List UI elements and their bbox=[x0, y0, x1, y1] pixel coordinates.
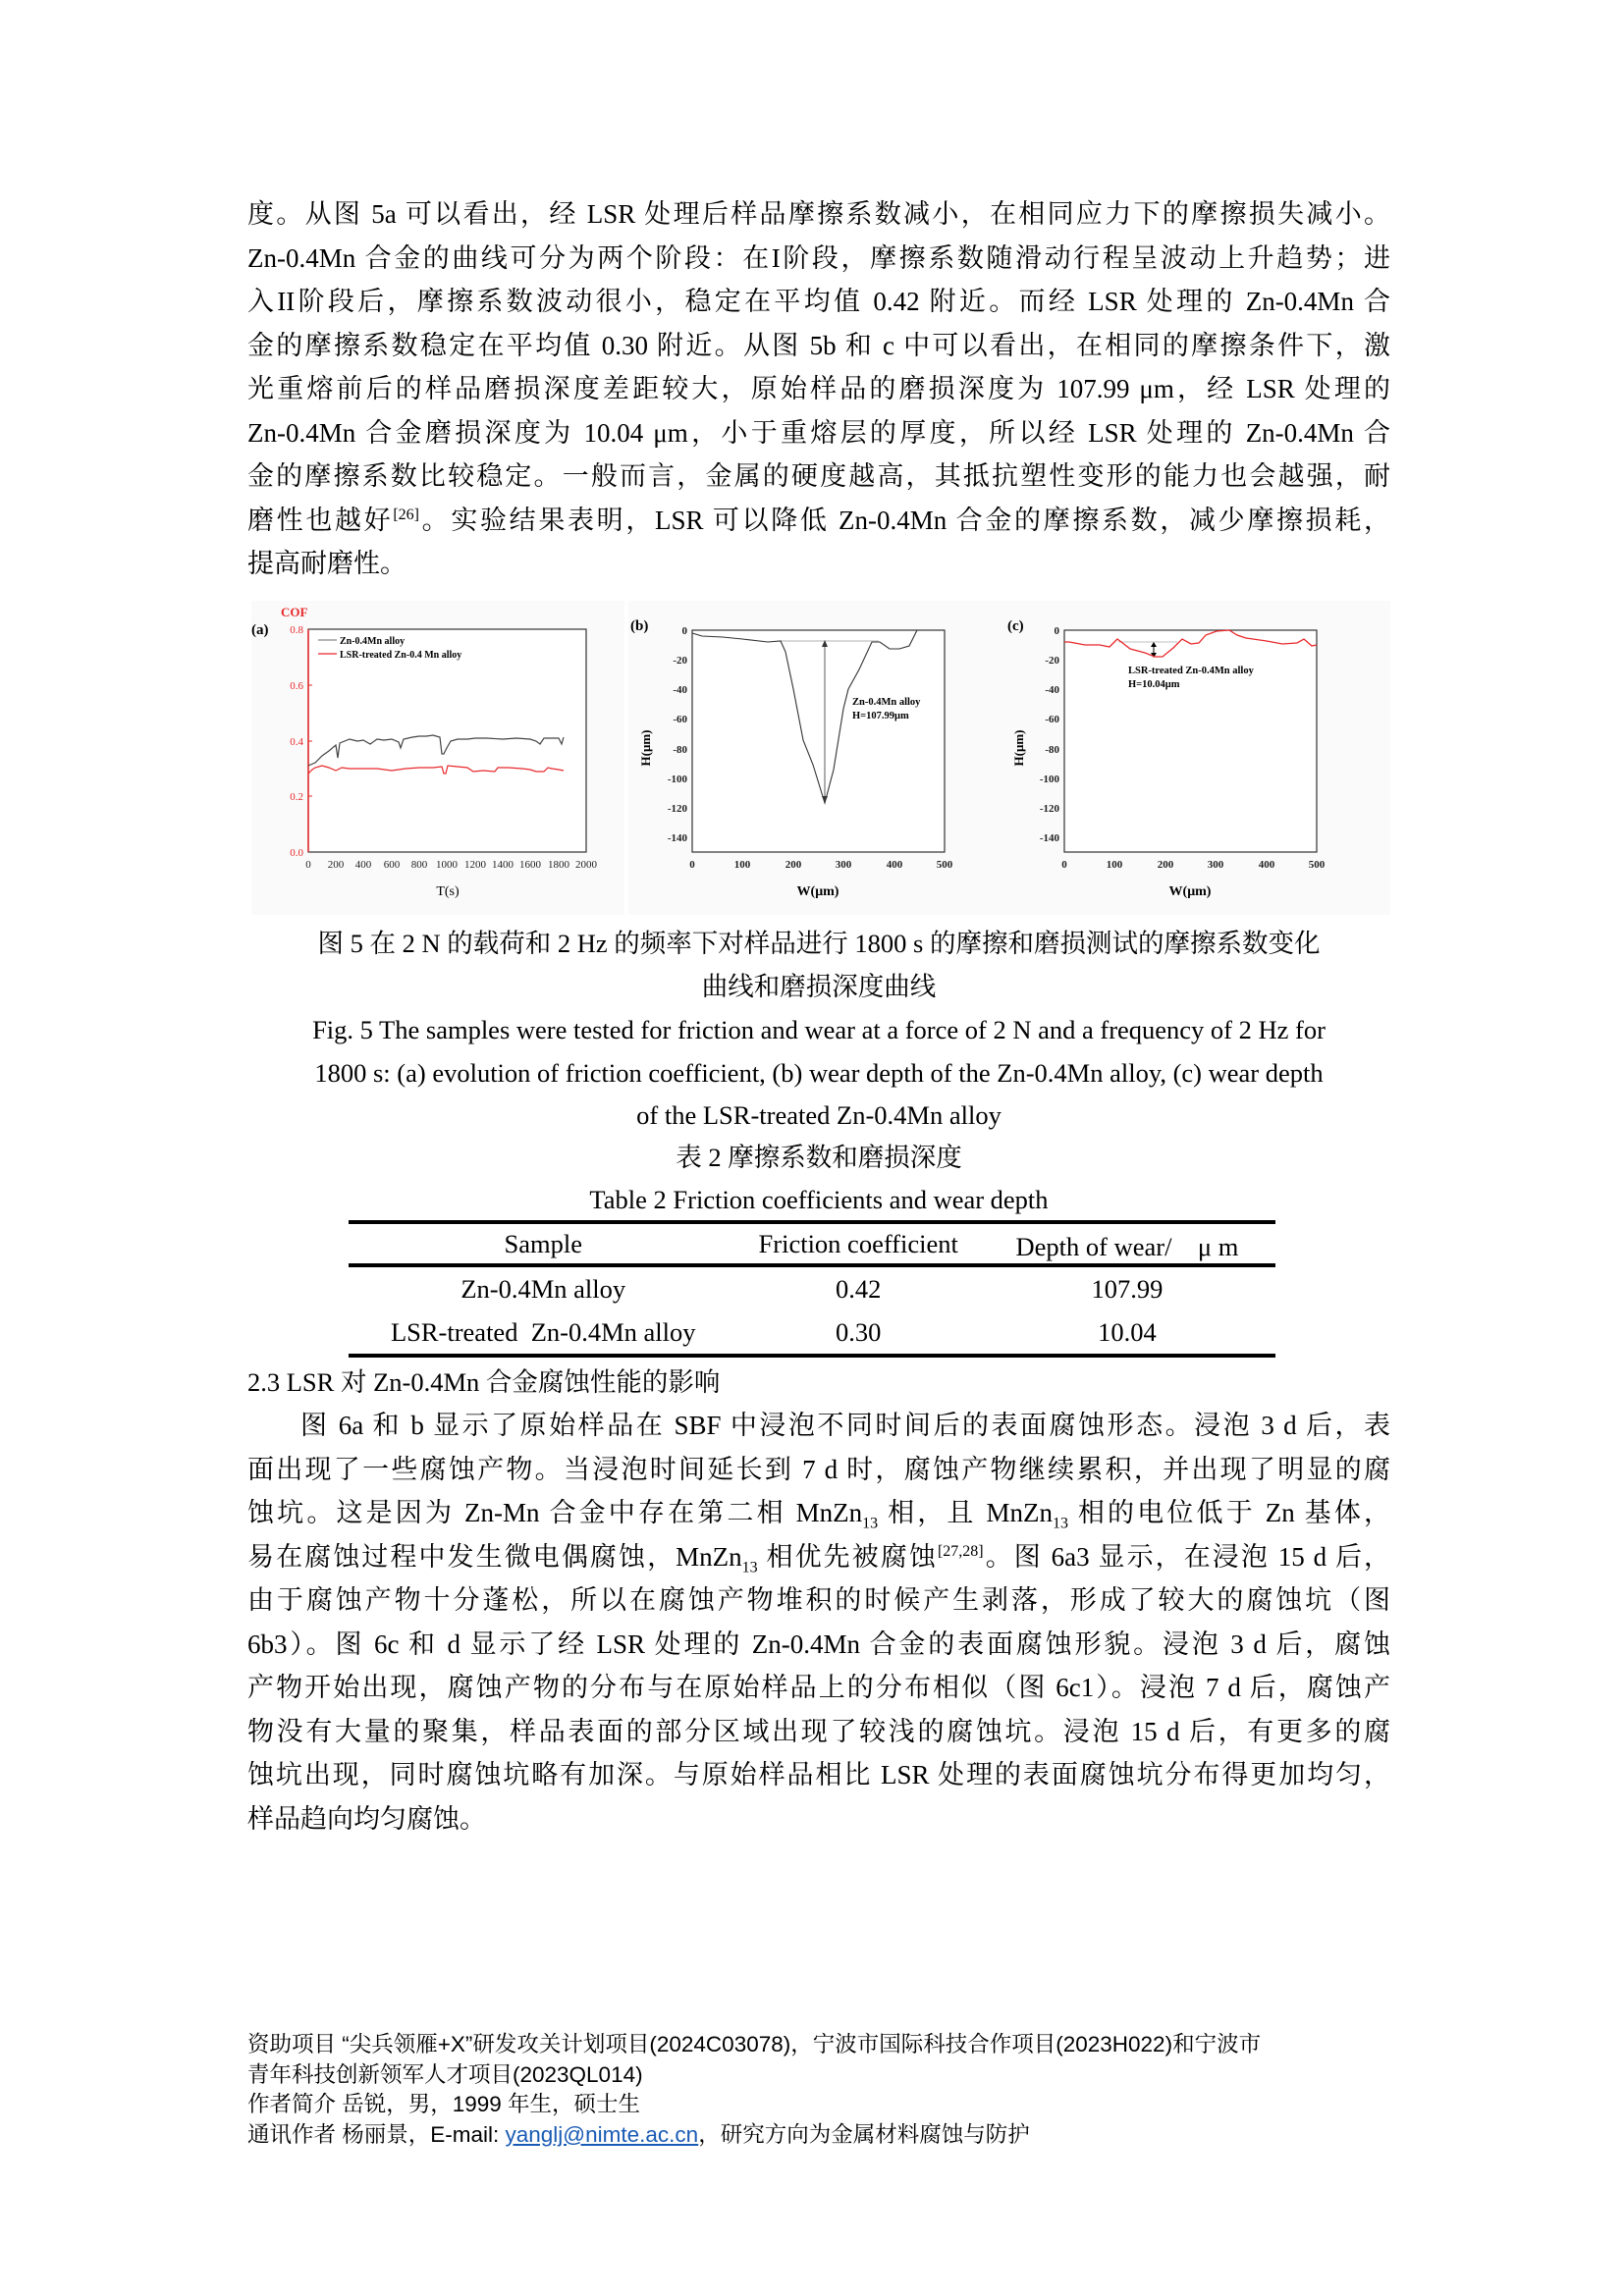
svg-text:0.4: 0.4 bbox=[290, 736, 303, 748]
text-line: Zn-0.4Mn 合金磨损深度为 10.04 μm，小于重熔层的厚度，所以经 LSR 处理的 Zn-0.4Mn 合 bbox=[247, 417, 1390, 448]
svg-text:400: 400 bbox=[886, 859, 903, 871]
svg-text:400: 400 bbox=[1258, 859, 1275, 871]
chart-panel-c bbox=[1005, 601, 1390, 915]
svg-text:-100: -100 bbox=[667, 774, 687, 785]
svg-text:1400: 1400 bbox=[492, 859, 514, 871]
column-header: Friction coefficient bbox=[737, 1222, 978, 1265]
svg-text:100: 100 bbox=[733, 859, 751, 871]
footnotes bbox=[247, 2030, 1406, 2150]
svg-text:1800: 1800 bbox=[548, 859, 569, 871]
cof-chart bbox=[251, 601, 624, 915]
text-line: 度。从图 5a 可以看出，经 LSR 处理后样品摩擦系数减小，在相同应力下的摩擦损失减小。 bbox=[247, 199, 1390, 229]
text-line: Zn-0.4Mn 合金的曲线可分为两个阶段：在I阶段，摩擦系数随滑动行程呈波动上升趋势；进 bbox=[247, 242, 1390, 273]
citation-27-28: [27,28] bbox=[937, 1542, 984, 1560]
corresponding-author: 通讯作者 杨丽景，E-mail: yanglj@nimte.ac.cn，研究方向为金属材料腐蚀与防护 bbox=[247, 2121, 1030, 2147]
panel-label: (c) bbox=[1007, 618, 1024, 634]
svg-text:500: 500 bbox=[936, 859, 953, 871]
svg-text:-20: -20 bbox=[1045, 655, 1059, 667]
author-bio: 作者简介 岳锐，男，1999 年生，硕士生 bbox=[247, 2092, 641, 2116]
chart-panel-b bbox=[628, 601, 1005, 915]
table-row: LSR-treated Zn-0.4Mn alloy 0.30 10.04 bbox=[349, 1310, 1275, 1356]
svg-text:-80: -80 bbox=[1045, 744, 1059, 756]
text-line: 金的摩擦系数比较稳定。一般而言，金属的硬度越高，其抵抗塑性变形的能力也会越强，耐 bbox=[247, 461, 1390, 491]
figure-caption-cn: 图 5 在 2 N 的载荷和 2 Hz 的频率下对样品进行 1800 s 的摩擦和磨损测试的摩擦系数变化 曲线和磨损深度曲线 bbox=[317, 929, 1321, 1001]
svg-text:-40: -40 bbox=[673, 684, 687, 696]
panel-label: (b) bbox=[630, 618, 649, 634]
svg-text:600: 600 bbox=[383, 859, 401, 871]
annotation: H=107.99μm bbox=[852, 711, 909, 721]
annotation: Zn-0.4Mn alloy bbox=[852, 697, 921, 708]
chart-panel-a bbox=[251, 601, 624, 915]
email-link[interactable]: yanglj@nimte.ac.cn bbox=[505, 2121, 699, 2147]
text-line: 提高耐磨性。 bbox=[247, 549, 406, 578]
annotation: LSR-treated Zn-0.4Mn alloy bbox=[1128, 666, 1254, 676]
svg-text:0: 0 bbox=[1061, 859, 1067, 871]
body-paragraph-wear bbox=[247, 192, 1390, 586]
svg-text:0.2: 0.2 bbox=[290, 791, 303, 803]
wear-depth-chart-original bbox=[628, 601, 1005, 915]
svg-text:2000: 2000 bbox=[575, 859, 597, 871]
table-row: Zn-0.4Mn alloy 0.42 107.99 bbox=[460, 1273, 1164, 1304]
svg-text:0.6: 0.6 bbox=[290, 680, 303, 692]
svg-text:0: 0 bbox=[1054, 625, 1059, 637]
svg-text:-80: -80 bbox=[673, 744, 687, 756]
text-line: 光重熔前后的样品磨损深度差距较大，原始样品的磨损深度为 107.99 μm，经 LSR 处理的 bbox=[247, 374, 1390, 403]
figure-caption-en: Fig. 5 The samples were tested for friction and wear at a force of 2 N and a frequency of 2 Hz for 1800 s: (a) evolution of friction coefficient, (b) wear depth of the Zn-0.4Mn alloy, (c) wear depth of the LSR-treated Zn-0.4Mn alloy bbox=[312, 1015, 1326, 1130]
friction-table bbox=[349, 1220, 1275, 1358]
citation-26: [26] bbox=[393, 506, 419, 523]
svg-text:-20: -20 bbox=[673, 655, 687, 667]
x-axis-title: T(s) bbox=[436, 884, 460, 899]
y-axis-title: COF bbox=[281, 605, 308, 619]
text-line: 磨性也越好[26]。实验结果表明，LSR 可以降低 Zn-0.4Mn 合金的摩擦系数，减少摩擦损耗， bbox=[247, 505, 1391, 535]
svg-text:500: 500 bbox=[1308, 859, 1326, 871]
svg-text:0: 0 bbox=[681, 625, 687, 637]
svg-text:1600: 1600 bbox=[519, 859, 541, 871]
svg-text:300: 300 bbox=[1207, 859, 1224, 871]
svg-text:-100: -100 bbox=[1039, 774, 1059, 785]
svg-text:400: 400 bbox=[354, 859, 372, 871]
table-title-en: Table 2 Friction coefficients and wear depth bbox=[589, 1185, 1049, 1214]
svg-text:200: 200 bbox=[1157, 859, 1174, 871]
svg-text:-60: -60 bbox=[1045, 714, 1059, 725]
annotation: H=10.04μm bbox=[1128, 679, 1180, 690]
svg-text:0: 0 bbox=[305, 859, 311, 871]
svg-text:200: 200 bbox=[327, 859, 345, 871]
legend-item: Zn-0.4Mn alloy bbox=[340, 636, 406, 647]
y-axis-title: H(μm) bbox=[638, 729, 653, 767]
svg-text:-40: -40 bbox=[1045, 684, 1059, 696]
svg-text:1200: 1200 bbox=[464, 859, 486, 871]
text-line: 入II阶段后，摩擦系数波动很小，稳定在平均值 0.42 附近。而经 LSR 处理的 Zn-0.4Mn 合 bbox=[247, 287, 1390, 316]
column-header: Sample bbox=[349, 1222, 737, 1265]
body-paragraph-corrosion: 图 6a 和 b 显示了原始样品在 SBF 中浸泡不同时间后的表面腐蚀形态。浸泡 3 d 后，表 面出现了一些腐蚀产物。当浸泡时间延长到 7 d 时，腐蚀产物继续累积，并出现了明显的腐 蚀坑。这是因为 Zn-Mn 合金中存在第二相 MnZn$_{13}$ 相，且 MnZn$_{13}$ 相的电位低于 Zn 基体， 易在腐蚀过程中发生微电偶腐蚀，MnZn$_{13}$ 相优先被腐蚀[27,28]。图 6a3 显示，在浸泡 15 d 后， 由于腐蚀产物十分蓬松，所以在腐蚀产物堆积的时候产生剥落，形成了较大的腐蚀坑（图 6b3）。图 6c 和 d 显示了经 LSR 处理的 Zn-0.4Mn 合金的表面腐蚀形貌。浸泡 3 d 后，腐蚀 产物开始出现，腐蚀产物的分布与在原始样品上的分布相似（图 6c1）。浸泡 7 d 后，腐蚀产 物没有大量的聚集，样品表面的部分区域出现了较浅的腐蚀坑。浸泡 15 d 后，有更多的腐 蚀坑出现，同时腐蚀坑略有加深。与原始样品相比 LSR 处理的表面腐蚀坑分布得更加均匀， 样品趋向均匀腐蚀。 bbox=[247, 1411, 1391, 1834]
svg-text:-120: -120 bbox=[667, 803, 687, 815]
table-title-cn: 表 2 摩擦系数和磨损深度 bbox=[676, 1143, 962, 1172]
svg-text:-140: -140 bbox=[1039, 832, 1059, 844]
panel-label: (a) bbox=[251, 622, 269, 638]
svg-text:0: 0 bbox=[689, 859, 695, 871]
x-axis-title: W(μm) bbox=[796, 884, 839, 899]
y-axis-title: H(μm) bbox=[1011, 729, 1026, 767]
figure-5 bbox=[251, 601, 1390, 915]
funding-note: 资助项目 “尖兵领雁+X”研发攻关计划项目(2024C03078)，宁波市国际科技合作项目(2023H022)和宁波市 bbox=[247, 2032, 1262, 2056]
legend-item: LSR-treated Zn-0.4 Mn alloy bbox=[340, 650, 462, 661]
svg-text:-140: -140 bbox=[667, 832, 687, 844]
svg-text:300: 300 bbox=[835, 859, 852, 871]
x-axis-title: W(μm) bbox=[1168, 884, 1212, 899]
svg-text:0.8: 0.8 bbox=[290, 624, 303, 636]
svg-text:-60: -60 bbox=[673, 714, 687, 725]
column-header: Depth of wear/ μ m bbox=[979, 1222, 1275, 1265]
svg-text:100: 100 bbox=[1106, 859, 1123, 871]
section-heading: 2.3 LSR 对 Zn-0.4Mn 合金腐蚀性能的影响 bbox=[247, 1367, 721, 1397]
svg-text:-120: -120 bbox=[1039, 803, 1059, 815]
wear-depth-chart-lsr bbox=[1005, 601, 1390, 915]
svg-text:200: 200 bbox=[785, 859, 802, 871]
funding-note: 青年科技创新领军人才项目(2023QL014) bbox=[247, 2061, 643, 2087]
svg-text:1000: 1000 bbox=[436, 859, 458, 871]
text-line: 金的摩擦系数稳定在平均值 0.30 附近。从图 5b 和 c 中可以看出，在相同的摩擦条件下，激 bbox=[247, 330, 1390, 360]
svg-text:800: 800 bbox=[410, 859, 428, 871]
svg-text:0.0: 0.0 bbox=[290, 847, 303, 859]
